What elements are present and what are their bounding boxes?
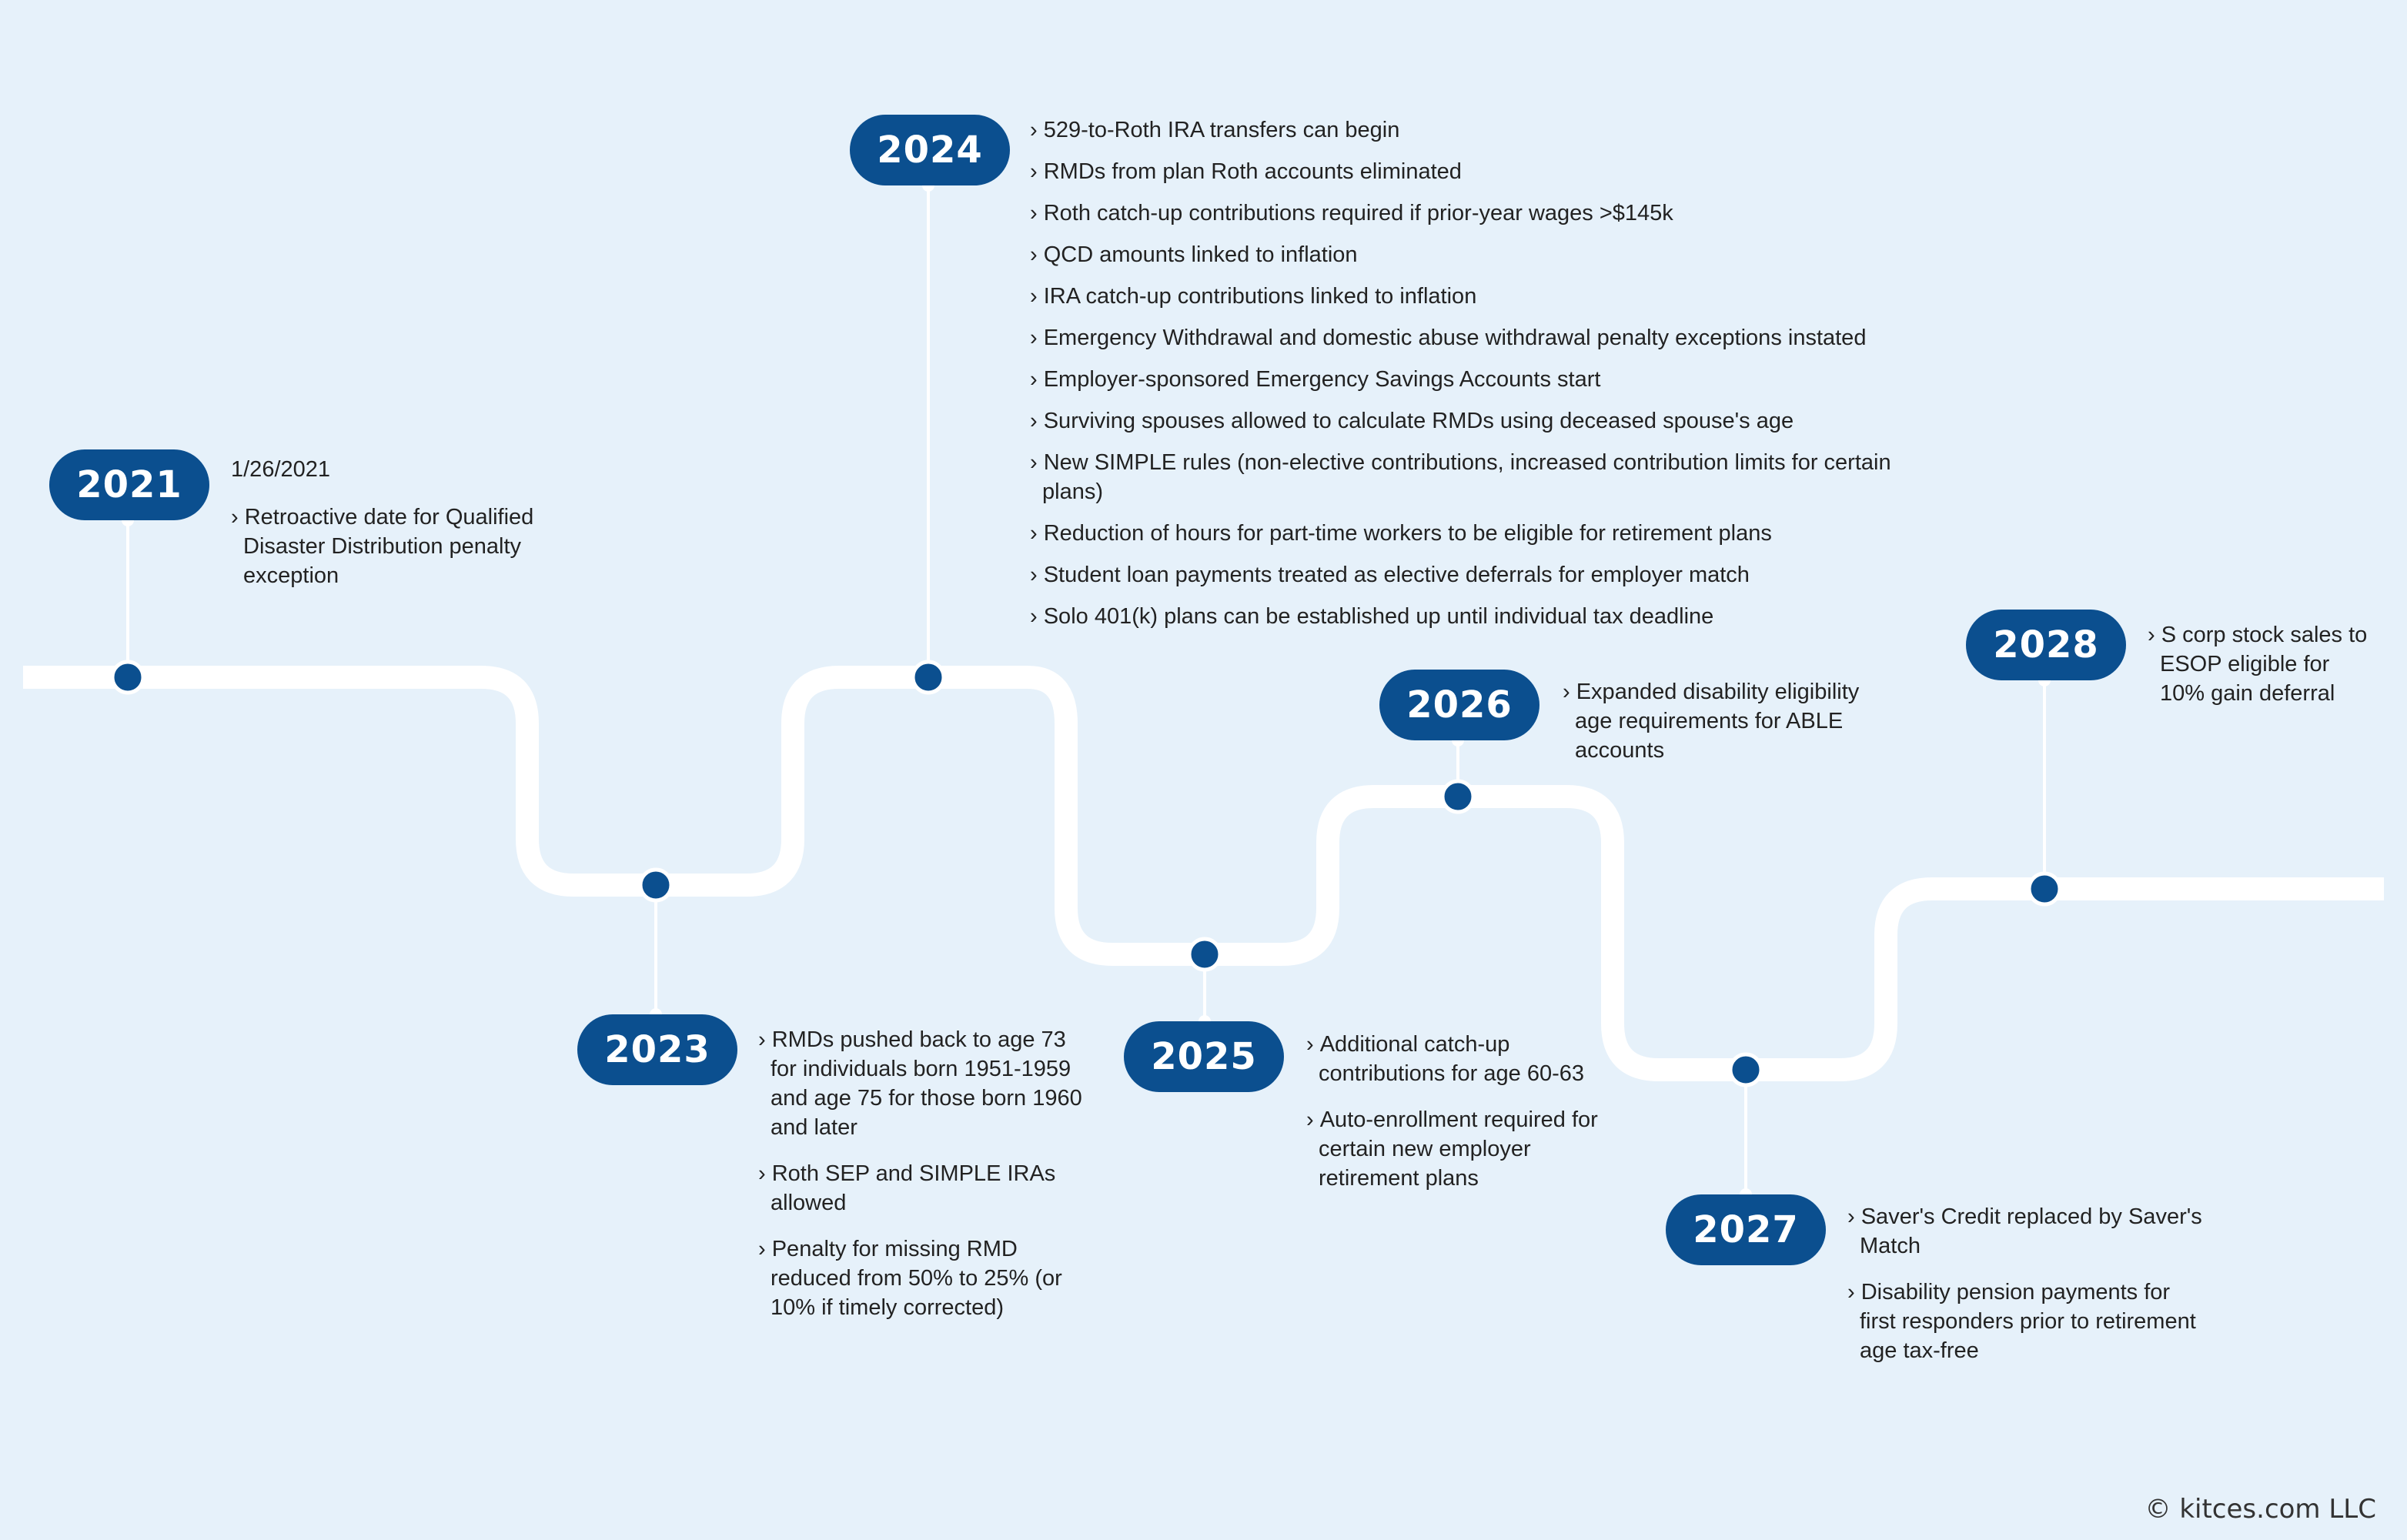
milestone-item: › Roth SEP and SIMPLE IRAs allowed bbox=[758, 1159, 1097, 1218]
milestone-item: › New SIMPLE rules (non-elective contributions, increased contribution limits for certain plans) bbox=[1030, 448, 1892, 506]
year-badge-2021 bbox=[49, 449, 209, 520]
milestone-item: › Retroactive date for Qualified Disaster Distribution penalty exception bbox=[231, 503, 608, 590]
timeline-dot-2021 bbox=[112, 662, 143, 693]
milestone-item: › 529-to-Roth IRA transfers can begin bbox=[1030, 115, 1892, 145]
milestone-item: › RMDs from plan Roth accounts eliminated bbox=[1030, 157, 1892, 186]
year-label: 2026 bbox=[1406, 683, 1513, 727]
milestone-item: › IRA catch-up contributions linked to inflation bbox=[1030, 282, 1892, 311]
milestone-item: › Penalty for missing RMD reduced from 50% to 25% (or 10% if timely corrected) bbox=[758, 1234, 1097, 1322]
milestone-item: › Auto-enrollment required for certain new employer retirement plans bbox=[1306, 1105, 1606, 1193]
milestone-item: › Employer-sponsored Emergency Savings Accounts start bbox=[1030, 365, 1892, 394]
milestone-date: 1/26/2021 bbox=[231, 457, 331, 482]
timeline-dot-2026 bbox=[1443, 781, 1473, 812]
milestone-item: › RMDs pushed back to age 73 for individuals born 1951-1959 and age 75 for those born 1960 and later bbox=[758, 1025, 1097, 1142]
year-badge-2026 bbox=[1379, 670, 1539, 740]
year-label: 2021 bbox=[76, 463, 182, 506]
year-label: 2027 bbox=[1693, 1208, 1799, 1251]
year-label: 2025 bbox=[1151, 1035, 1257, 1078]
milestone-item: › Saver's Credit replaced by Saver's Match bbox=[1847, 1202, 2209, 1261]
timeline-dot-2024 bbox=[913, 662, 944, 693]
copyright-notice: © kitces.com LLC bbox=[2145, 1494, 2376, 1525]
milestone-2025-text bbox=[1306, 1030, 1606, 1210]
timeline-dot-2023 bbox=[640, 870, 671, 900]
milestone-2026-text bbox=[1563, 677, 1901, 782]
milestone-2024-text bbox=[1030, 115, 1892, 643]
year-label: 2023 bbox=[604, 1028, 710, 1071]
year-label: 2024 bbox=[877, 129, 983, 172]
year-badge-2025 bbox=[1124, 1021, 1284, 1092]
milestone-item: › Disability pension payments for first responders prior to retirement age tax-free bbox=[1847, 1278, 2209, 1365]
year-label: 2028 bbox=[1993, 623, 2099, 666]
milestone-2021-text bbox=[231, 457, 608, 607]
milestone-item: › Roth catch-up contributions required if prior-year wages >$145k bbox=[1030, 199, 1892, 228]
milestone-2023-text bbox=[758, 1025, 1097, 1339]
milestone-item: › QCD amounts linked to inflation bbox=[1030, 240, 1892, 269]
timeline-dot-2027 bbox=[1730, 1054, 1761, 1085]
timeline-dot-2025 bbox=[1189, 939, 1220, 970]
milestone-item: › Solo 401(k) plans can be established up until individual tax deadline bbox=[1030, 602, 1892, 631]
milestone-item: › Student loan payments treated as elective deferrals for employer match bbox=[1030, 560, 1892, 590]
milestone-item: › Surviving spouses allowed to calculate RMDs using deceased spouse's age bbox=[1030, 406, 1892, 436]
milestone-item: › Additional catch-up contributions for age 60-63 bbox=[1306, 1030, 1606, 1088]
year-badge-2028 bbox=[1966, 610, 2126, 680]
year-badge-2023 bbox=[577, 1014, 737, 1085]
milestone-2028-text bbox=[2148, 620, 2371, 725]
milestone-2027-text bbox=[1847, 1202, 2209, 1382]
milestone-item: › S corp stock sales to ESOP eligible for 10% gain deferral bbox=[2148, 620, 2371, 708]
year-badge-2027 bbox=[1666, 1194, 1826, 1265]
milestone-item: › Emergency Withdrawal and domestic abuse withdrawal penalty exceptions instated bbox=[1030, 323, 1892, 352]
year-badge-2024 bbox=[850, 115, 1010, 185]
milestone-item: › Reduction of hours for part-time workers to be eligible for retirement plans bbox=[1030, 519, 1892, 548]
milestone-item: › Expanded disability eligibility age requirements for ABLE accounts bbox=[1563, 677, 1901, 765]
timeline-dot-2028 bbox=[2029, 874, 2060, 904]
